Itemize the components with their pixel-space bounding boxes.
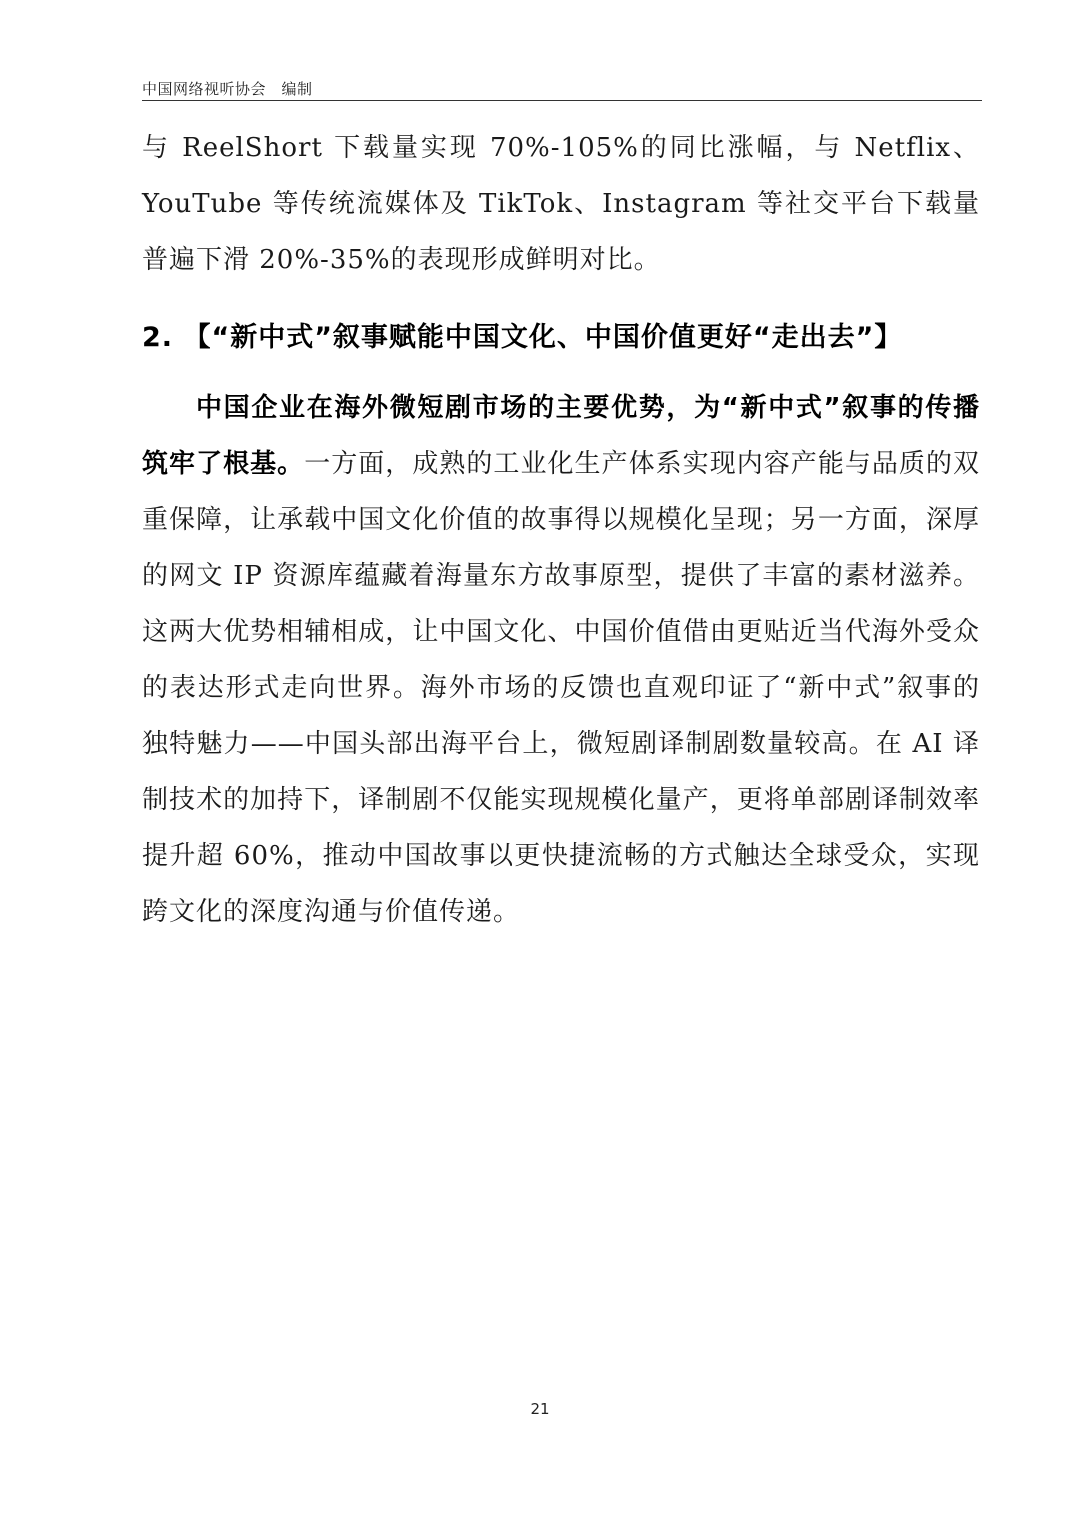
section-heading: 2. 【“新中式”叙事赋能中国文化、中国价值更好“走出去”】 (142, 322, 903, 353)
paragraph-main (142, 380, 980, 940)
paragraph-lead-sentence: 中国企业在海外微短剧市场的主要优势，为“新中式”叙事的传播筑牢了根基。 (142, 393, 980, 479)
paragraph-continuation: 与 ReelShort 下载量实现 70%-105%的同比涨幅，与 Netflix、YouTube 等传统流媒体及 TikTok、Instagram 等社交平台下载量普遍下滑 20%-35%的表现形成鲜明对比。 (142, 133, 980, 275)
paragraph-body-text: 一方面，成熟的工业化生产体系实现内容产能与品质的双重保障，让承载中国文化价值的故事得以规模化呈现；另一方面，深厚的网文 IP 资源库蕴藏着海量东方故事原型，提供了丰富的素材滋养。这两大优势相辅相成，让中国文化、中国价值借由更贴近当代海外受众的表达形式走向世界。海外市场的反馈也直观印证了“新中式”叙事的独特魅力——中国头部出海平台上，微短剧译制剧数量较高。在 AI 译制技术的加持下，译制剧不仅能实现规模化量产，更将单部剧译制效率提升超 60%，推动中国故事以更快捷流畅的方式触达全球受众，实现跨文化的深度沟通与价值传递。 (142, 449, 980, 927)
document-header: 中国网络视听协会 编制 (142, 80, 313, 98)
page-body (142, 120, 980, 940)
header-divider (142, 100, 982, 101)
page-number: 21 (530, 1400, 550, 1418)
